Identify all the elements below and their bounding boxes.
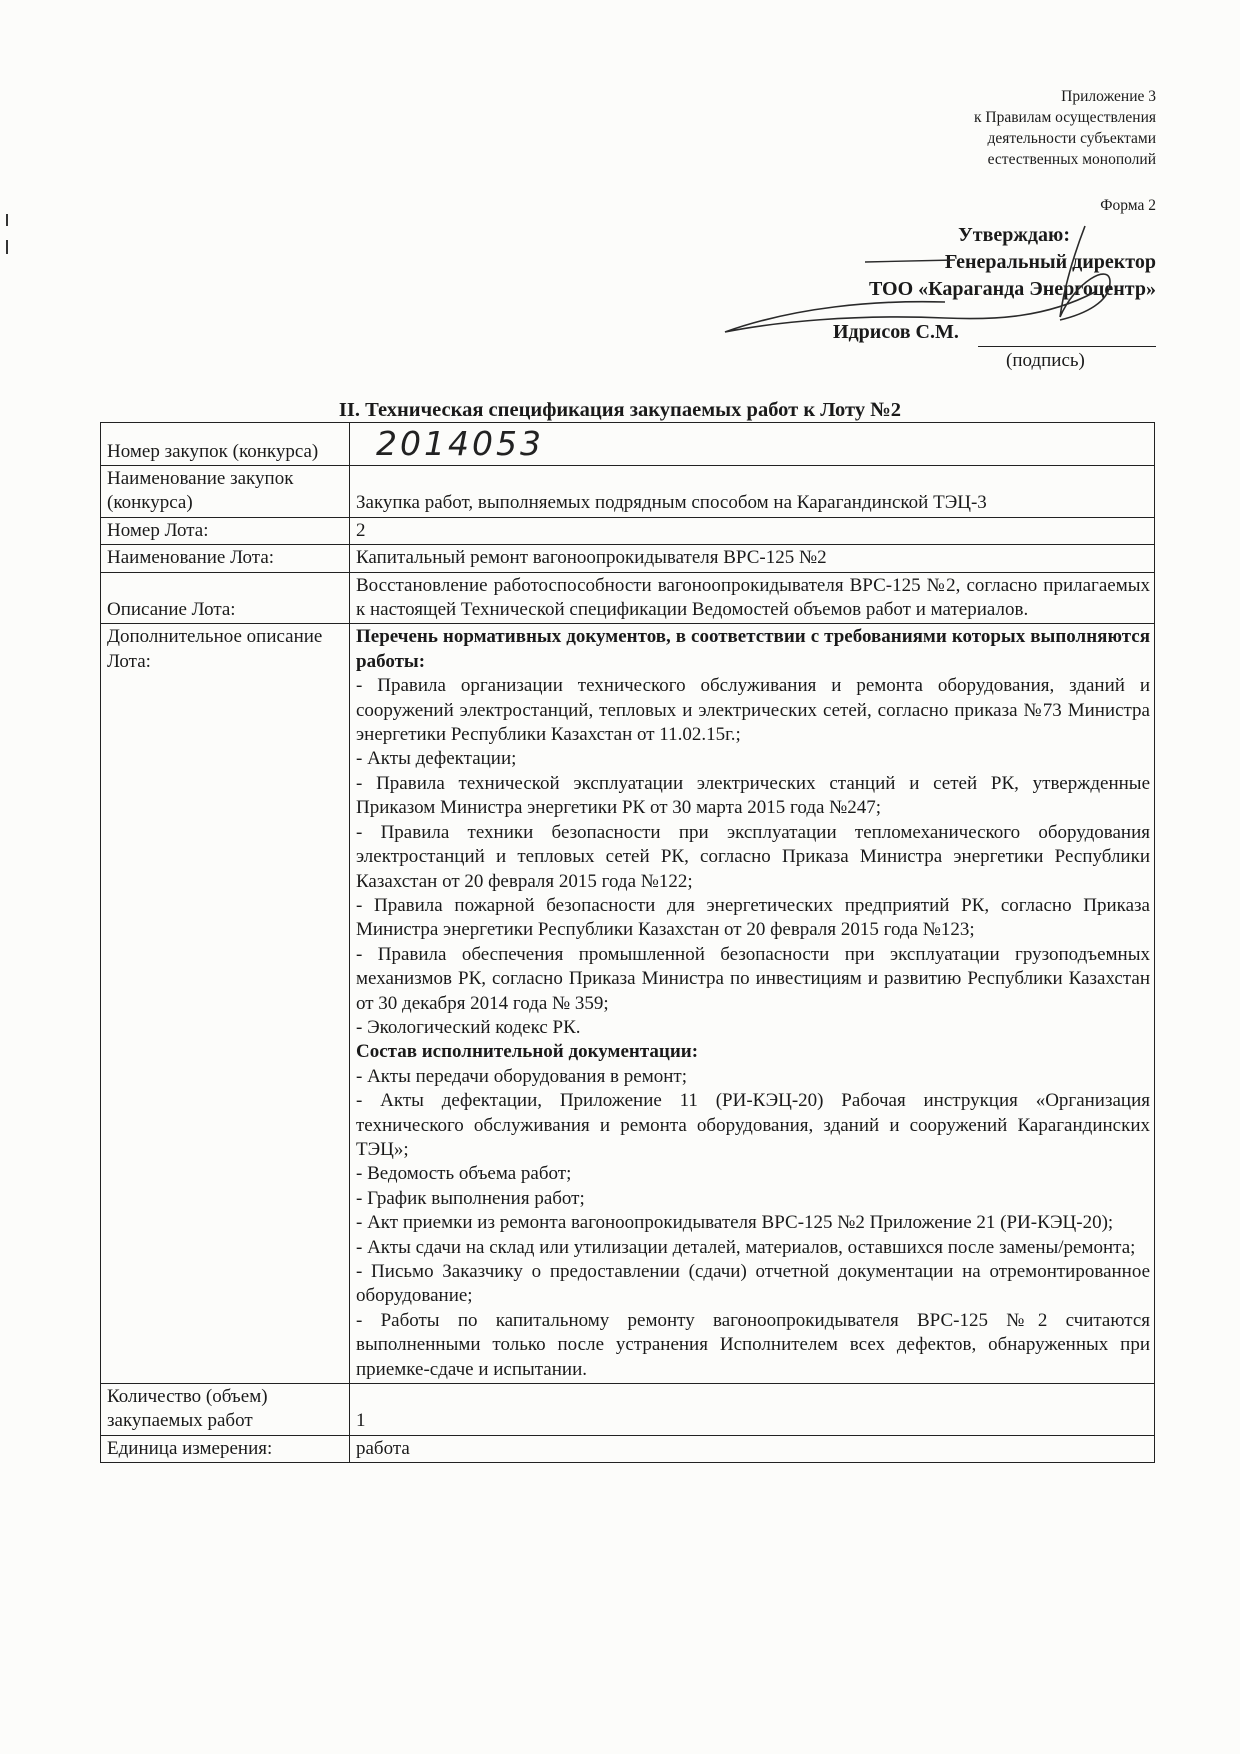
- procurement-number-cell: [350, 423, 1155, 466]
- form-number: Форма 2: [1100, 197, 1156, 214]
- procurement-name-value: Закупка работ, выполняемых подрядным способом на Карагандинской ТЭЦ-3: [350, 466, 1155, 518]
- normative-item: - Правила обеспечения промышленной безопасности при эксплуатации грузоподъемных механизмов РК, согласно Приказа Министра по инвестициям и развитию Республики Казахстан от 30 декабря 2014 года № 359;: [356, 943, 1150, 1014]
- appendix-line-4: естественных монополий: [987, 151, 1156, 168]
- appendix-line-1: Приложение 3: [1061, 88, 1156, 105]
- lot-description-value: Восстановление работоспособности вагоноопрокидывателя ВРС-125 №2, согласно прилагаемых к настоящей Технической спецификации Ведомостей объемов работ и материалов.: [350, 572, 1155, 624]
- signature-caption: (подпись): [1006, 350, 1085, 371]
- exec-doc-item: - Ведомость объема работ;: [356, 1163, 572, 1185]
- appendix-line-2: к Правилам осуществления: [973, 109, 1156, 126]
- lot-name-value: Капитальный ремонт вагоноопрокидывателя ВРС-125 №2: [350, 545, 1155, 572]
- normative-item: - Правила пожарной безопасности для энергетических предприятий РК, согласно Приказа Министра энергетики Республики Казахстан от 20 февраля 2015 года №123;: [356, 894, 1150, 941]
- signature-line: [978, 346, 1156, 347]
- lot-description-label: Описание Лота:: [101, 572, 350, 624]
- approver-position: Генеральный директор: [944, 251, 1156, 273]
- exec-doc-item: - Акт приемки из ремонта вагоноопрокидывателя ВРС-125 №2 Приложение 21 (РИ-КЭЦ-20);: [356, 1212, 1114, 1234]
- normative-item: - Правила технической эксплуатации электрических станций и сетей РК, утвержденные Приказом Министра энергетики РК от 30 марта 2015 года №247;: [356, 772, 1150, 819]
- exec-doc-item: - График выполнения работ;: [356, 1187, 585, 1209]
- exec-doc-item: - Акты дефектации, Приложение 11 (РИ-КЭЦ-20) Рабочая инструкция «Организация технического обслуживания и ремонта оборудования, зданий и сооружений Карагандинских ТЭЦ»;: [356, 1090, 1150, 1160]
- normative-item: - Правила организации технического обслуживания и ремонта оборудования, зданий и сооружений электростанций, тепловых и электрических сетей, согласно приказа №73 Министра энергетики Республики Казахстан от 11.02.15г.;: [356, 675, 1150, 746]
- normative-item: - Акты дефектации;: [356, 748, 517, 770]
- table-row: [101, 466, 1155, 518]
- specification-table: [100, 422, 1155, 1463]
- normative-item: - Правила техники безопасности при эксплуатации тепломеханического оборудования электростанций и тепловых сетей РК, согласно Приказа Министра энергетики Республики Казахстан от 20 февраля 2015 года №122;: [356, 821, 1150, 892]
- table-row: [101, 423, 1155, 466]
- exec-doc-item: - Акты сдачи на склад или утилизации деталей, материалов, оставшихся после замены/ремонта;: [356, 1236, 1136, 1258]
- appendix-line-3: деятельности субъектами: [987, 130, 1156, 147]
- exec-doc-item: - Работы по капитальному ремонту вагоноопрокидывателя ВРС-125 №2 считаются выполненными только после устранения Исполнителем всех дефектов, обнаруженных при приемке-сдаче и испытании.: [356, 1309, 1150, 1380]
- extra-description-value: [350, 624, 1155, 1384]
- extra-description-label: Дополнительное описание Лота:: [101, 624, 350, 1384]
- signer-name: Идрисов С.М.: [833, 321, 959, 343]
- normative-item: - Экологический кодекс РК.: [356, 1016, 581, 1038]
- unit-label: Единица измерения:: [101, 1435, 350, 1462]
- lot-number-label: Номер Лота:: [101, 517, 350, 544]
- lot-number-value: 2: [350, 517, 1155, 544]
- exec-doc-item: - Акты передачи оборудования в ремонт;: [356, 1065, 687, 1087]
- table-row: [101, 517, 1155, 544]
- table-row: [101, 572, 1155, 624]
- table-row: [101, 624, 1155, 1384]
- procurement-number-label: Номер закупок (конкурса): [101, 423, 350, 466]
- approval-block: [869, 222, 1156, 303]
- table-row: [101, 1384, 1155, 1436]
- quantity-value: 1: [350, 1384, 1155, 1436]
- exec-doc-item: - Письмо Заказчику о предоставлении (сдачи) отчетной документации на отремонтированное оборудование;: [356, 1261, 1150, 1307]
- approver-company: ТОО «Караганда Энергоцентр»: [868, 278, 1156, 300]
- unit-value: работа: [350, 1435, 1155, 1462]
- approve-word: Утверждаю:: [958, 224, 1070, 246]
- table-row: [101, 1435, 1155, 1462]
- page-title: II. Техническая спецификация закупаемых работ к Лоту №2: [338, 399, 902, 421]
- exec-docs-heading: Состав исполнительной документации:: [356, 1041, 699, 1063]
- table-row: [101, 545, 1155, 572]
- quantity-label: Количество (объем) закупаемых работ: [101, 1384, 350, 1436]
- appendix-note: [974, 86, 1156, 170]
- normative-heading: Перечень нормативных документов, в соответствии с требованиями которых выполняются работы:: [356, 626, 1150, 672]
- procurement-number-value: 2014053: [376, 424, 544, 463]
- procurement-name-label: Наименование закупок (конкурса): [101, 466, 350, 518]
- lot-name-label: Наименование Лота:: [101, 545, 350, 572]
